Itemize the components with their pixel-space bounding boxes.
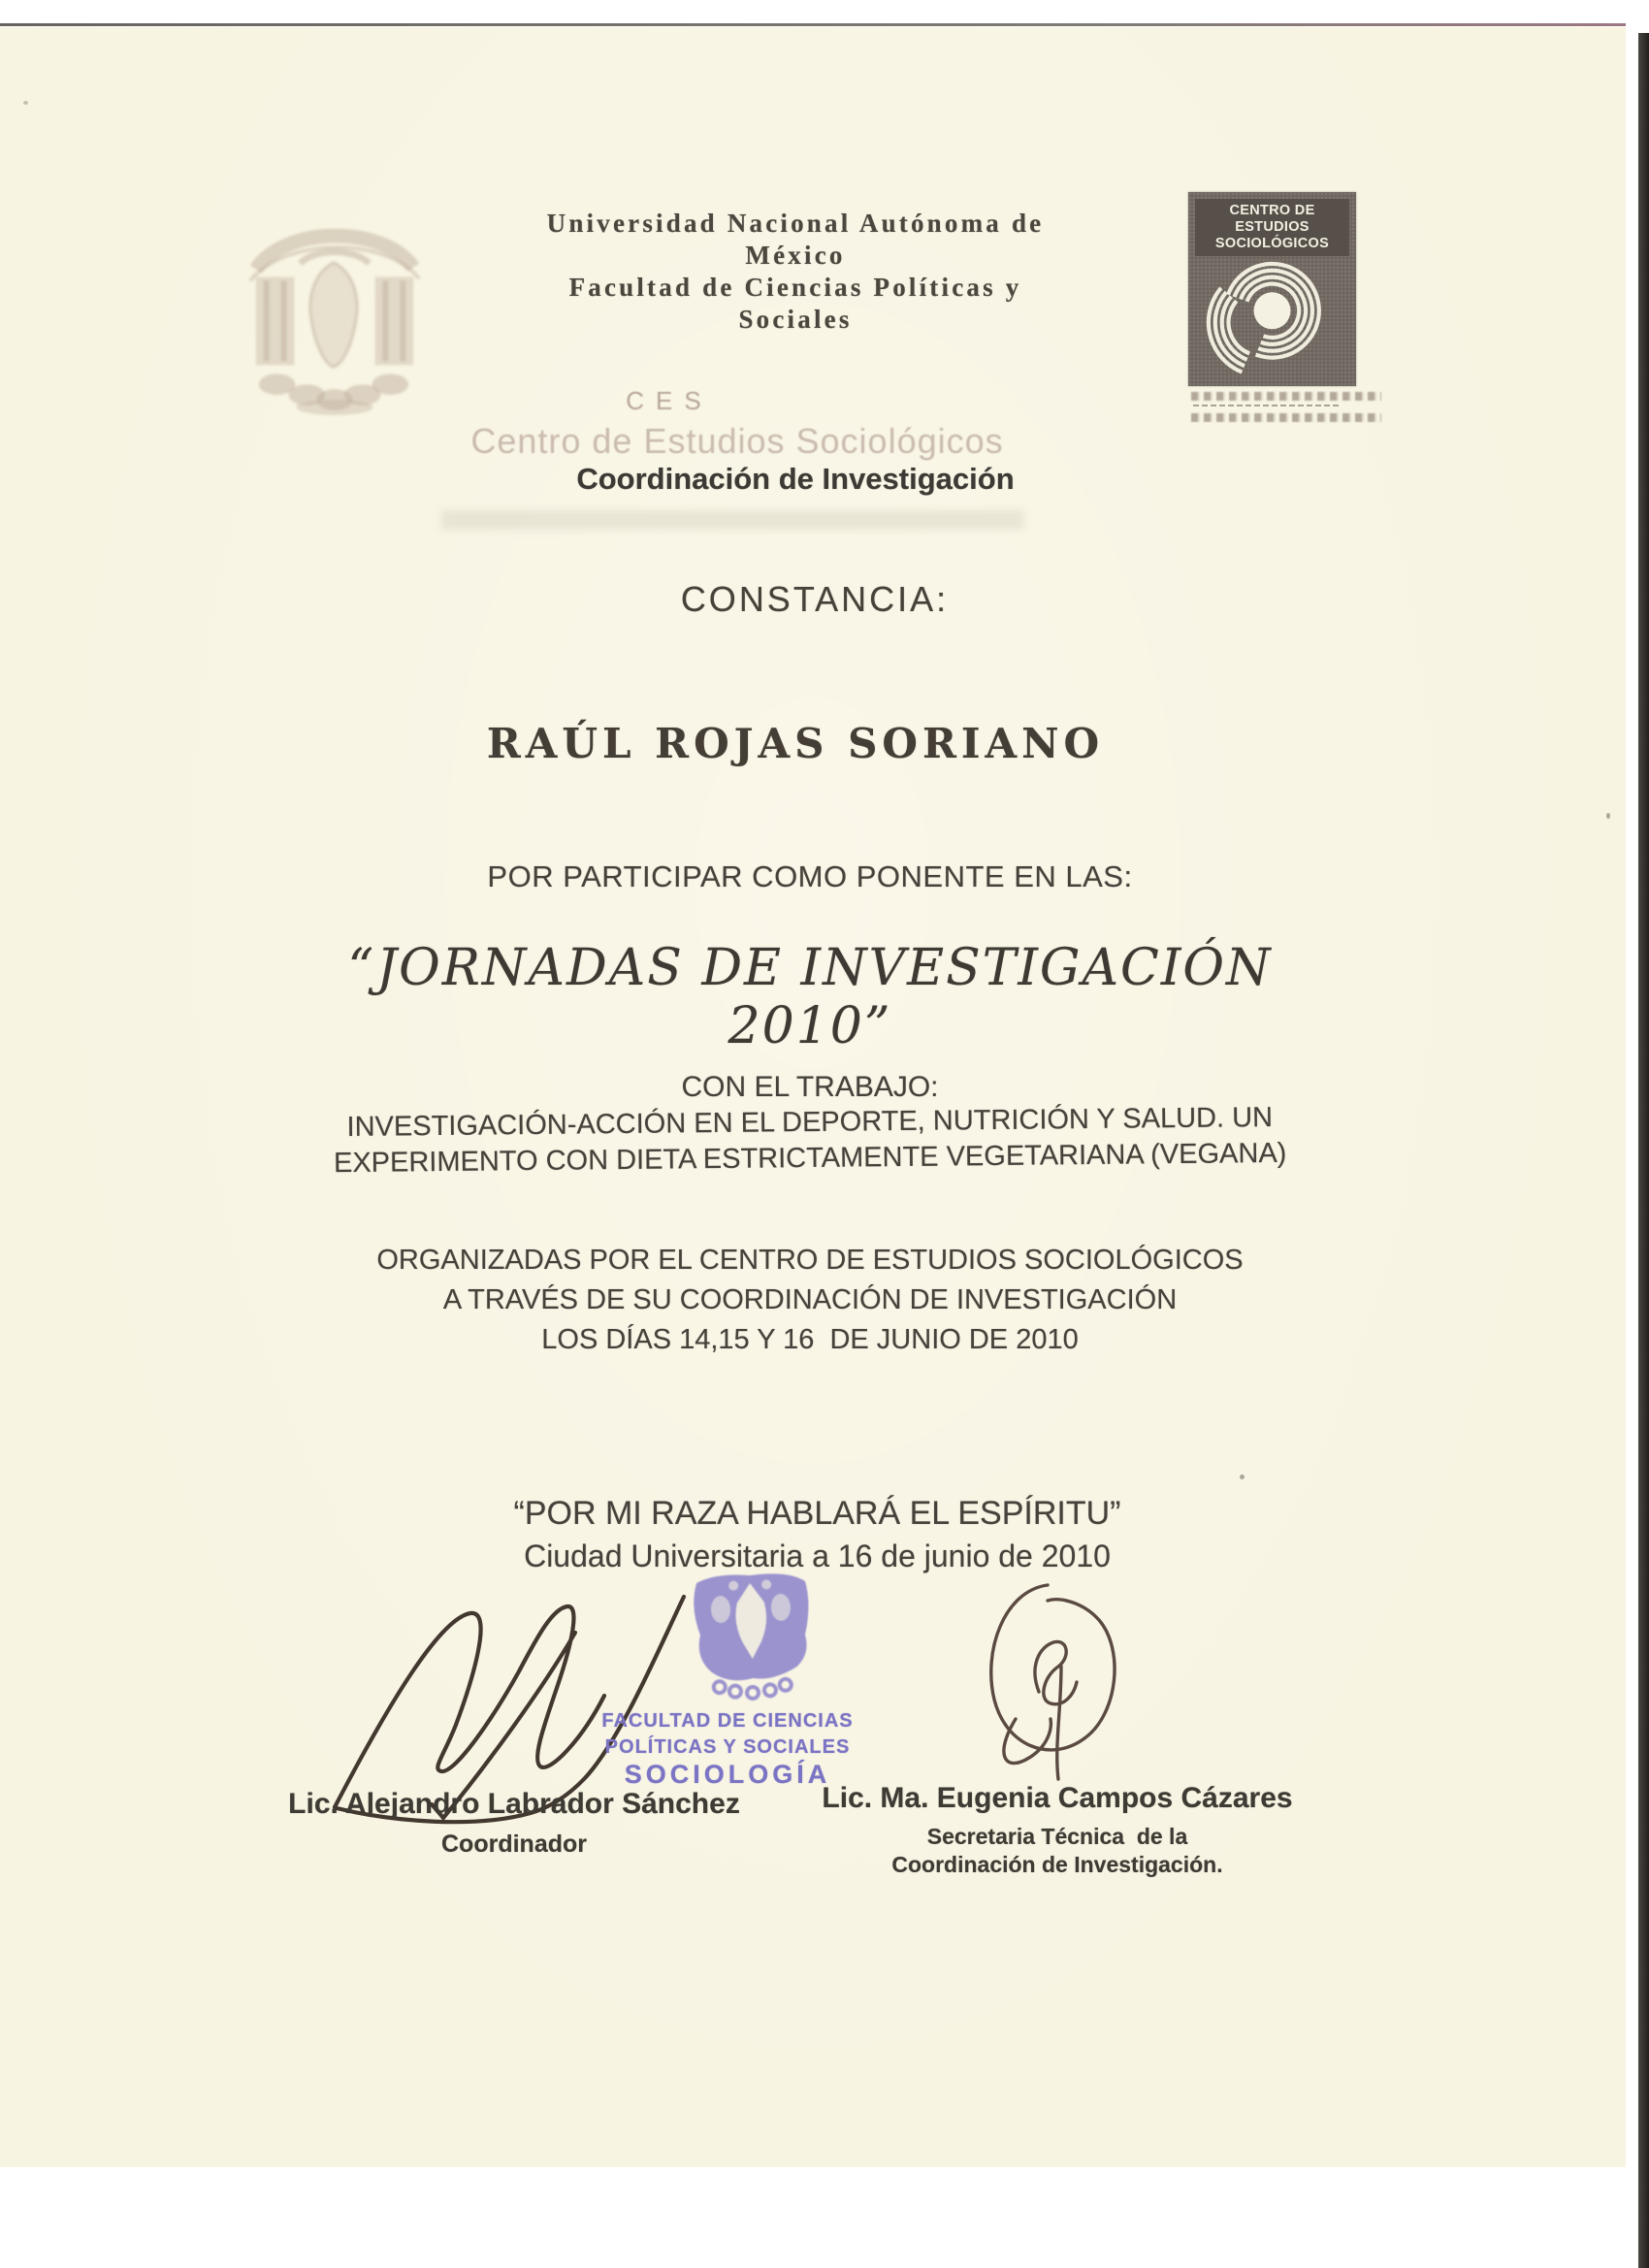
ghost-text-band — [441, 510, 1023, 530]
faculty-stamp-shield-icon — [676, 1561, 826, 1711]
place-date-line: Ciudad Universitaria a 16 de junio de 2010 — [524, 1539, 1111, 1573]
work-title-line2: EXPERIMENTO CON DIETA ESTRICTAMENTE VEGETARIANA (VEGANA) — [333, 1137, 1287, 1180]
scan-speck — [1606, 813, 1610, 819]
signer-right-name: Lic. Ma. Eugenia Campos Cázares — [822, 1782, 1293, 1814]
coordination-title: Coordinación de Investigación — [576, 462, 1015, 496]
ces-logo-title-line1: CENTRO DE ESTUDIOS — [1229, 203, 1315, 235]
ces-name-faint: Centro de Estudios Sociológicos — [470, 421, 1004, 461]
organized-line1: ORGANIZADAS POR EL CENTRO DE ESTUDIOS SOCIOLÓGICOS — [376, 1245, 1244, 1276]
unam-motto: “POR MI RAZA HABLARÁ EL ESPÍRITU” — [513, 1495, 1121, 1532]
recipient-name: RAÚL ROJAS SORIANO — [486, 720, 1105, 767]
work-title-line1: INVESTIGACIÓN-ACCIÓN EN EL DEPORTE, NUTRICIÓN Y SALUD. UN — [346, 1102, 1274, 1143]
faculty-name-line2: Sociales — [738, 305, 853, 334]
signer-right-title-line2: Coordinación de Investigación. — [891, 1852, 1223, 1877]
unam-coat-of-arms-faded-icon — [242, 209, 425, 417]
organized-line2: A TRAVÉS DE SU COORDINACIÓN DE INVESTIGACIÓN — [442, 1284, 1178, 1315]
university-name-line1: Universidad Nacional Autónoma de — [546, 209, 1045, 238]
ces-logo-title-line2: SOCIOLÓGICOS — [1214, 236, 1330, 251]
university-name-line2: México — [745, 241, 846, 270]
signature-right — [946, 1573, 1154, 1792]
work-title-block — [320, 1100, 1301, 1183]
constancia-heading: CONSTANCIA: — [680, 579, 950, 619]
signer-left-name: Lic. Alejandro Labrador Sánchez — [288, 1788, 740, 1820]
signer-right-title-line1: Secretaria Técnica de la — [926, 1824, 1188, 1849]
faculty-name-line1: Facultad de Ciencias Políticas y — [568, 273, 1022, 302]
organized-line3: LOS DÍAS 14,15 Y 16 DE JUNIO DE 2010 — [541, 1324, 1079, 1355]
scan-edge-top-line — [0, 23, 1626, 26]
stamp-text-line1: FACULTAD DE CIENCIAS — [601, 1710, 854, 1732]
scan-edge-right-band — [1638, 33, 1649, 2268]
stamp-text-line3: SOCIOLOGÍA — [624, 1760, 831, 1789]
logo-caption-illegible-line1 — [1191, 392, 1381, 401]
ces-logo-spiral-icon — [1188, 239, 1356, 386]
scan-speck — [1240, 1474, 1245, 1479]
organized-block — [320, 1241, 1300, 1360]
work-label: CON EL TRABAJO: — [681, 1071, 939, 1103]
scan-speck — [23, 101, 28, 105]
logo-caption-rule — [1193, 405, 1339, 406]
ces-acronym-faint: CES — [626, 386, 713, 415]
participation-line: POR PARTICIPAR COMO PONENTE EN LAS: — [487, 859, 1133, 893]
stamp-text-line2: POLÍTICAS Y SOCIALES — [604, 1736, 851, 1758]
signer-left-title: Coordinador — [441, 1831, 587, 1858]
logo-caption-illegible-line2 — [1191, 413, 1381, 422]
event-title: “JORNADAS DE INVESTIGACIÓN 2010” — [347, 939, 1291, 1055]
ces-logo — [1188, 192, 1356, 386]
